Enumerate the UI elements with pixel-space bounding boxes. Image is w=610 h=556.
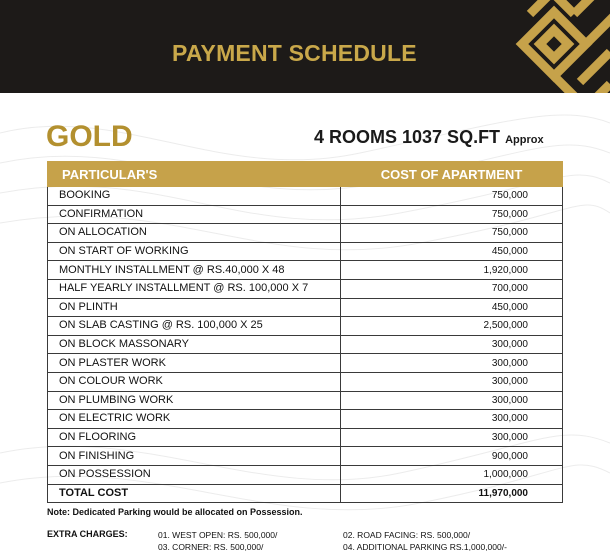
table-row [48, 317, 563, 336]
row-cost: 1,920,000 [341, 261, 563, 280]
row-cost: 900,000 [341, 447, 563, 466]
table-row [48, 224, 563, 243]
extra-charges-label: EXTRA CHARGES: [47, 529, 128, 539]
row-label: ON PLINTH [48, 298, 341, 317]
table-row [48, 298, 563, 317]
payment-schedule-table [47, 161, 563, 503]
particulars-header: PARTICULAR'S [48, 162, 341, 187]
total-label: TOTAL COST [48, 484, 341, 503]
parking-note: Note: Dedicated Parking would be allocated on Possession. [47, 507, 303, 517]
row-cost: 300,000 [341, 372, 563, 391]
table-row [48, 335, 563, 354]
row-label: ON POSSESSION [48, 465, 341, 484]
page-title: PAYMENT SCHEDULE [172, 40, 417, 66]
table-row [48, 372, 563, 391]
row-cost: 700,000 [341, 279, 563, 298]
row-label: BOOKING [48, 187, 341, 206]
extra-charge-item: 01. WEST OPEN: RS. 500,000/ [158, 530, 278, 540]
rooms-size-text: 4 ROOMS 1037 SQ.FT [314, 127, 501, 147]
table-row [48, 242, 563, 261]
row-label: ON START OF WORKING [48, 242, 341, 261]
row-label: HALF YEARLY INSTALLMENT @ RS. 100,000 X 7 [48, 279, 341, 298]
approx-label: Approx [505, 134, 544, 146]
gold-logo-icon [470, 0, 610, 93]
row-cost: 300,000 [341, 391, 563, 410]
row-cost: 300,000 [341, 410, 563, 429]
table-row [48, 391, 563, 410]
row-label: ON PLASTER WORK [48, 354, 341, 373]
table-row [48, 428, 563, 447]
row-label: ON PLUMBING WORK [48, 391, 341, 410]
row-cost: 300,000 [341, 354, 563, 373]
total-cost: 11,970,000 [341, 484, 563, 503]
extra-charge-item: 02. ROAD FACING: RS. 500,000/ [343, 530, 471, 540]
row-cost: 750,000 [341, 205, 563, 224]
table-row [48, 354, 563, 373]
extra-charge-item: 04. ADDITIONAL PARKING RS.1,000,000/- [343, 542, 507, 552]
plan-name: GOLD [46, 120, 133, 153]
table-row [48, 465, 563, 484]
table-row [48, 447, 563, 466]
row-label: ON FINISHING [48, 447, 341, 466]
row-cost: 1,000,000 [341, 465, 563, 484]
cost-header: COST OF APARTMENT [341, 162, 563, 187]
header-banner [0, 0, 610, 93]
table-header-row [48, 162, 563, 187]
table-row [48, 279, 563, 298]
row-label: ON ELECTRIC WORK [48, 410, 341, 429]
row-label: ON BLOCK MASSONARY [48, 335, 341, 354]
rooms-size [314, 127, 544, 148]
row-cost: 750,000 [341, 224, 563, 243]
row-label: MONTHLY INSTALLMENT @ RS.40,000 X 48 [48, 261, 341, 280]
row-label: ON COLOUR WORK [48, 372, 341, 391]
row-label: ON SLAB CASTING @ RS. 100,000 X 25 [48, 317, 341, 336]
table-row [48, 205, 563, 224]
row-cost: 450,000 [341, 242, 563, 261]
row-label: ON ALLOCATION [48, 224, 341, 243]
table-row [48, 410, 563, 429]
table-row [48, 261, 563, 280]
row-cost: 300,000 [341, 335, 563, 354]
row-cost: 300,000 [341, 428, 563, 447]
row-cost: 2,500,000 [341, 317, 563, 336]
row-cost: 450,000 [341, 298, 563, 317]
row-label: ON FLOORING [48, 428, 341, 447]
row-cost: 750,000 [341, 187, 563, 206]
row-label: CONFIRMATION [48, 205, 341, 224]
extra-charge-item: 03. CORNER: RS. 500,000/ [158, 542, 264, 552]
table-row [48, 187, 563, 206]
total-row [48, 484, 563, 503]
